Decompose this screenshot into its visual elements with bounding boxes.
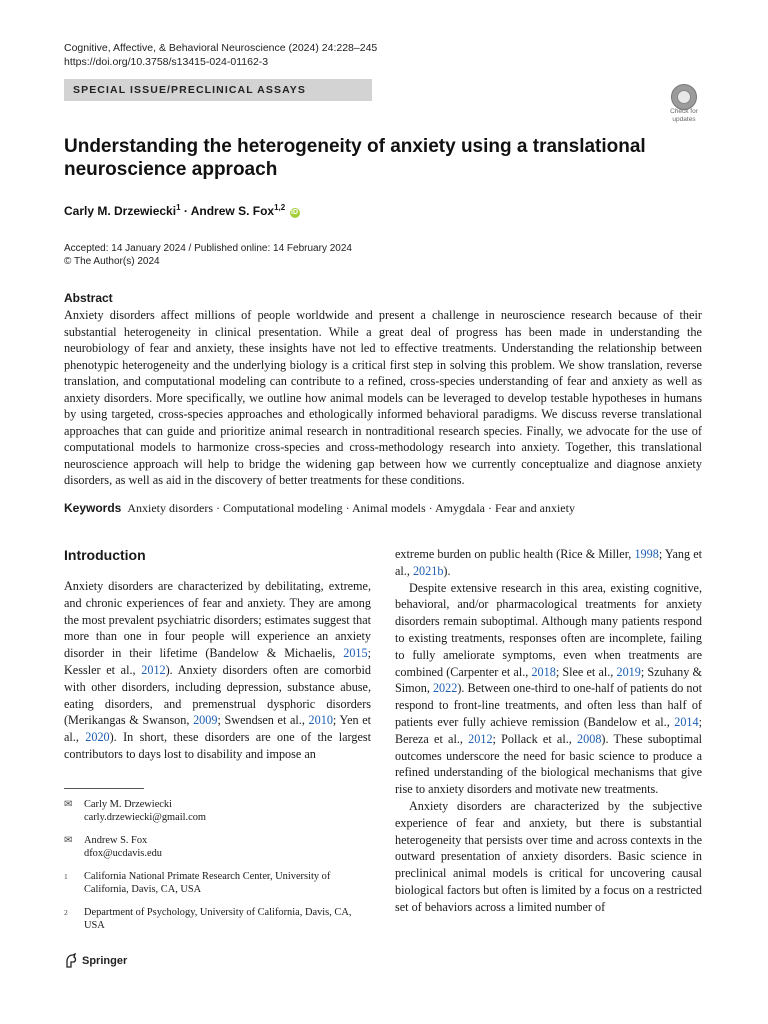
- author-list: [64, 203, 300, 218]
- check-updates-icon: [671, 84, 697, 110]
- keywords: [64, 501, 704, 516]
- body-column-right: [395, 546, 702, 916]
- citation-link[interactable]: 2010: [308, 713, 333, 728]
- citation-link[interactable]: 2021b: [412, 563, 444, 578]
- citation-link[interactable]: 2020: [85, 730, 110, 745]
- author-separator: ·: [180, 204, 191, 218]
- check-updates-label: Check for updates: [670, 108, 698, 123]
- citation-link[interactable]: 2012: [141, 662, 166, 677]
- dates-line: Accepted: 14 January 2024 / Published online: 14 February 2024: [64, 243, 352, 254]
- paragraph: Despite extensive research in this area, existing cognitive, behavioral, and/or pharmacological treatments for anxiety disorders remain suboptimal. Although many patients respond to existing treatments, responses often are incomplete, failing to fully ameliorate symptoms, even when treatments are combined (Carpenter et al., 2018; Slee et al., 2019; Szuhany & Simon, 2022). Between one-third to one-half of patients do not respond to front-line treatments, and often less than half of patients ever fully achieve remission (Bandelow et al., 2014; Bereza et al., 2012; Pollack et al., 2008). These suboptimal outcomes underscore the need for basic science to produce a refined understanding of the biological mechanisms that give rise to anxiety disorders and motivate new treatments.: [395, 580, 703, 797]
- citation-link[interactable]: 2009: [193, 713, 218, 728]
- check-for-updates-badge[interactable]: [664, 84, 704, 124]
- orcid-icon[interactable]: iD: [291, 209, 299, 216]
- citation-link[interactable]: 2015: [343, 646, 368, 661]
- author-name[interactable]: Andrew S. Fox: [190, 204, 275, 218]
- contact-email[interactable]: carly.drzewiecki@gmail.com: [84, 812, 206, 823]
- affiliation-number: 1: [64, 872, 68, 881]
- paragraph: Anxiety disorders are characterized by debilitating, extreme, and chronic experiences of fear and anxiety. They are among the most prevalent psychiatric disorders; estimates suggest that more than one in four people will experience an anxiety disorder in their lifetime (Bandelow & Michaelis, 2015; Kessler et al., 2012). Anxiety disorders often are comorbid with other disorders, including depression, substance abuse, eating disorders, and premenstrual dysphoric disorders (Merikangas & Swanson, 2009; Swendsen et al., 2010; Yen et al., 2020). In short, these disorders are one of the largest contributors to days lost to disability and impose an: [64, 579, 372, 761]
- springer-horse-icon: [64, 953, 78, 968]
- contact-name: Carly M. Drzewiecki: [84, 799, 173, 810]
- corresponding-author: [64, 798, 364, 824]
- citation-link[interactable]: 1998: [634, 547, 659, 561]
- citation-link[interactable]: 2022: [432, 681, 458, 696]
- abstract-heading: Abstract: [64, 291, 113, 305]
- keywords-list: Anxiety disorders · Computational modeling · Animal models · Amygdala · Fear and anxiety: [127, 501, 575, 515]
- abstract-text: Anxiety disorders affect millions of people worldwide and present a challenge in neuroscience research because of their substantial heterogeneity in clinical presentation. While a great deal of progress has been made in understanding the neurobiology of fear and anxiety, these insights have not led to effective treatments. Understanding the relationship between phenotypic heterogeneity and the underlying biology is a critical first step in solving this problem. We show translation, reverse translation, and computational modeling can contribute to a refined, cross-species understanding of fear and anxiety as well as anxiety disorders. More specifically, we outline how animal models can be leveraged to develop testable hypotheses in humans by using targeted, cross-species approaches and ethologically informed behavioral paradigms. We discuss reverse translational approaches that can guide and prioritize animal research in nontraditional research species. Finally, we advocate for the use of computational models to harmonize cross-species and cross-methodology research into anxiety. Together, this translational neuroscience approach will help to bridge the widening gap between how we currently conceptualize and diagnose anxiety disorders, as well as aid in the discovery of better treatments for these conditions.: [64, 308, 702, 487]
- doi-link[interactable]: https://doi.org/10.3758/s13415-024-01162-3: [64, 56, 269, 68]
- corresponding-author: [64, 834, 364, 860]
- copyright-line: © The Author(s) 2024: [64, 256, 160, 267]
- body-column-left: [64, 578, 371, 763]
- publisher-name: Springer: [82, 954, 128, 967]
- affiliation-text: California National Primate Research Center, University of California, Davis, CA, USA: [84, 871, 331, 895]
- affiliation-marker: 1: [176, 203, 181, 212]
- affiliation-number: 2: [64, 908, 68, 917]
- journal-citation: [64, 41, 377, 69]
- paragraph: Anxiety disorders are characterized by the subjective experience of fear and anxiety, but there is substantial heterogeneity that persists over time and across contexts in the outward presentation of anxiety disorders. Basic science in preclinical animal models is critical for uncovering causal biological factors but often is limited by a focus on a restricted set of behaviors across a limited number of: [395, 798, 702, 914]
- citation-link[interactable]: 2019: [616, 664, 641, 679]
- author-name[interactable]: Carly M. Drzewiecki: [64, 204, 177, 218]
- section-label: SPECIAL ISSUE/PRECLINICAL ASSAYS: [64, 79, 372, 101]
- affiliation-marker: 1,2: [274, 203, 286, 212]
- footnote-divider: [64, 788, 144, 789]
- keywords-heading: Keywords: [64, 501, 122, 515]
- contact-email[interactable]: dfox@ucdavis.edu: [84, 848, 162, 859]
- citation-link[interactable]: 2012: [468, 731, 493, 746]
- envelope-icon: ✉: [64, 799, 73, 810]
- article-title: Understanding the heterogeneity of anxiety using a translational neuroscience approach: [64, 136, 646, 180]
- affiliation-text: Department of Psychology, University of California, Davis, CA, USA: [84, 907, 352, 931]
- contact-name: Andrew S. Fox: [84, 835, 148, 846]
- journal-info: Cognitive, Affective, & Behavioral Neuroscience (2024) 24:228–245: [64, 42, 378, 54]
- publisher-logo: [64, 953, 127, 968]
- citation-link[interactable]: 2008: [577, 731, 602, 746]
- publication-dates: [64, 242, 352, 268]
- envelope-icon: ✉: [64, 835, 73, 846]
- paragraph-continued: extreme burden on public health (Rice & Miller, 1998; Yang et al., 2021b).: [395, 547, 702, 578]
- citation-link[interactable]: 2018: [531, 664, 556, 679]
- citation-link[interactable]: 2014: [674, 714, 699, 729]
- affiliation: [64, 870, 364, 896]
- footnotes: [64, 798, 364, 942]
- affiliation: [64, 906, 364, 932]
- introduction-heading: Introduction: [64, 547, 146, 563]
